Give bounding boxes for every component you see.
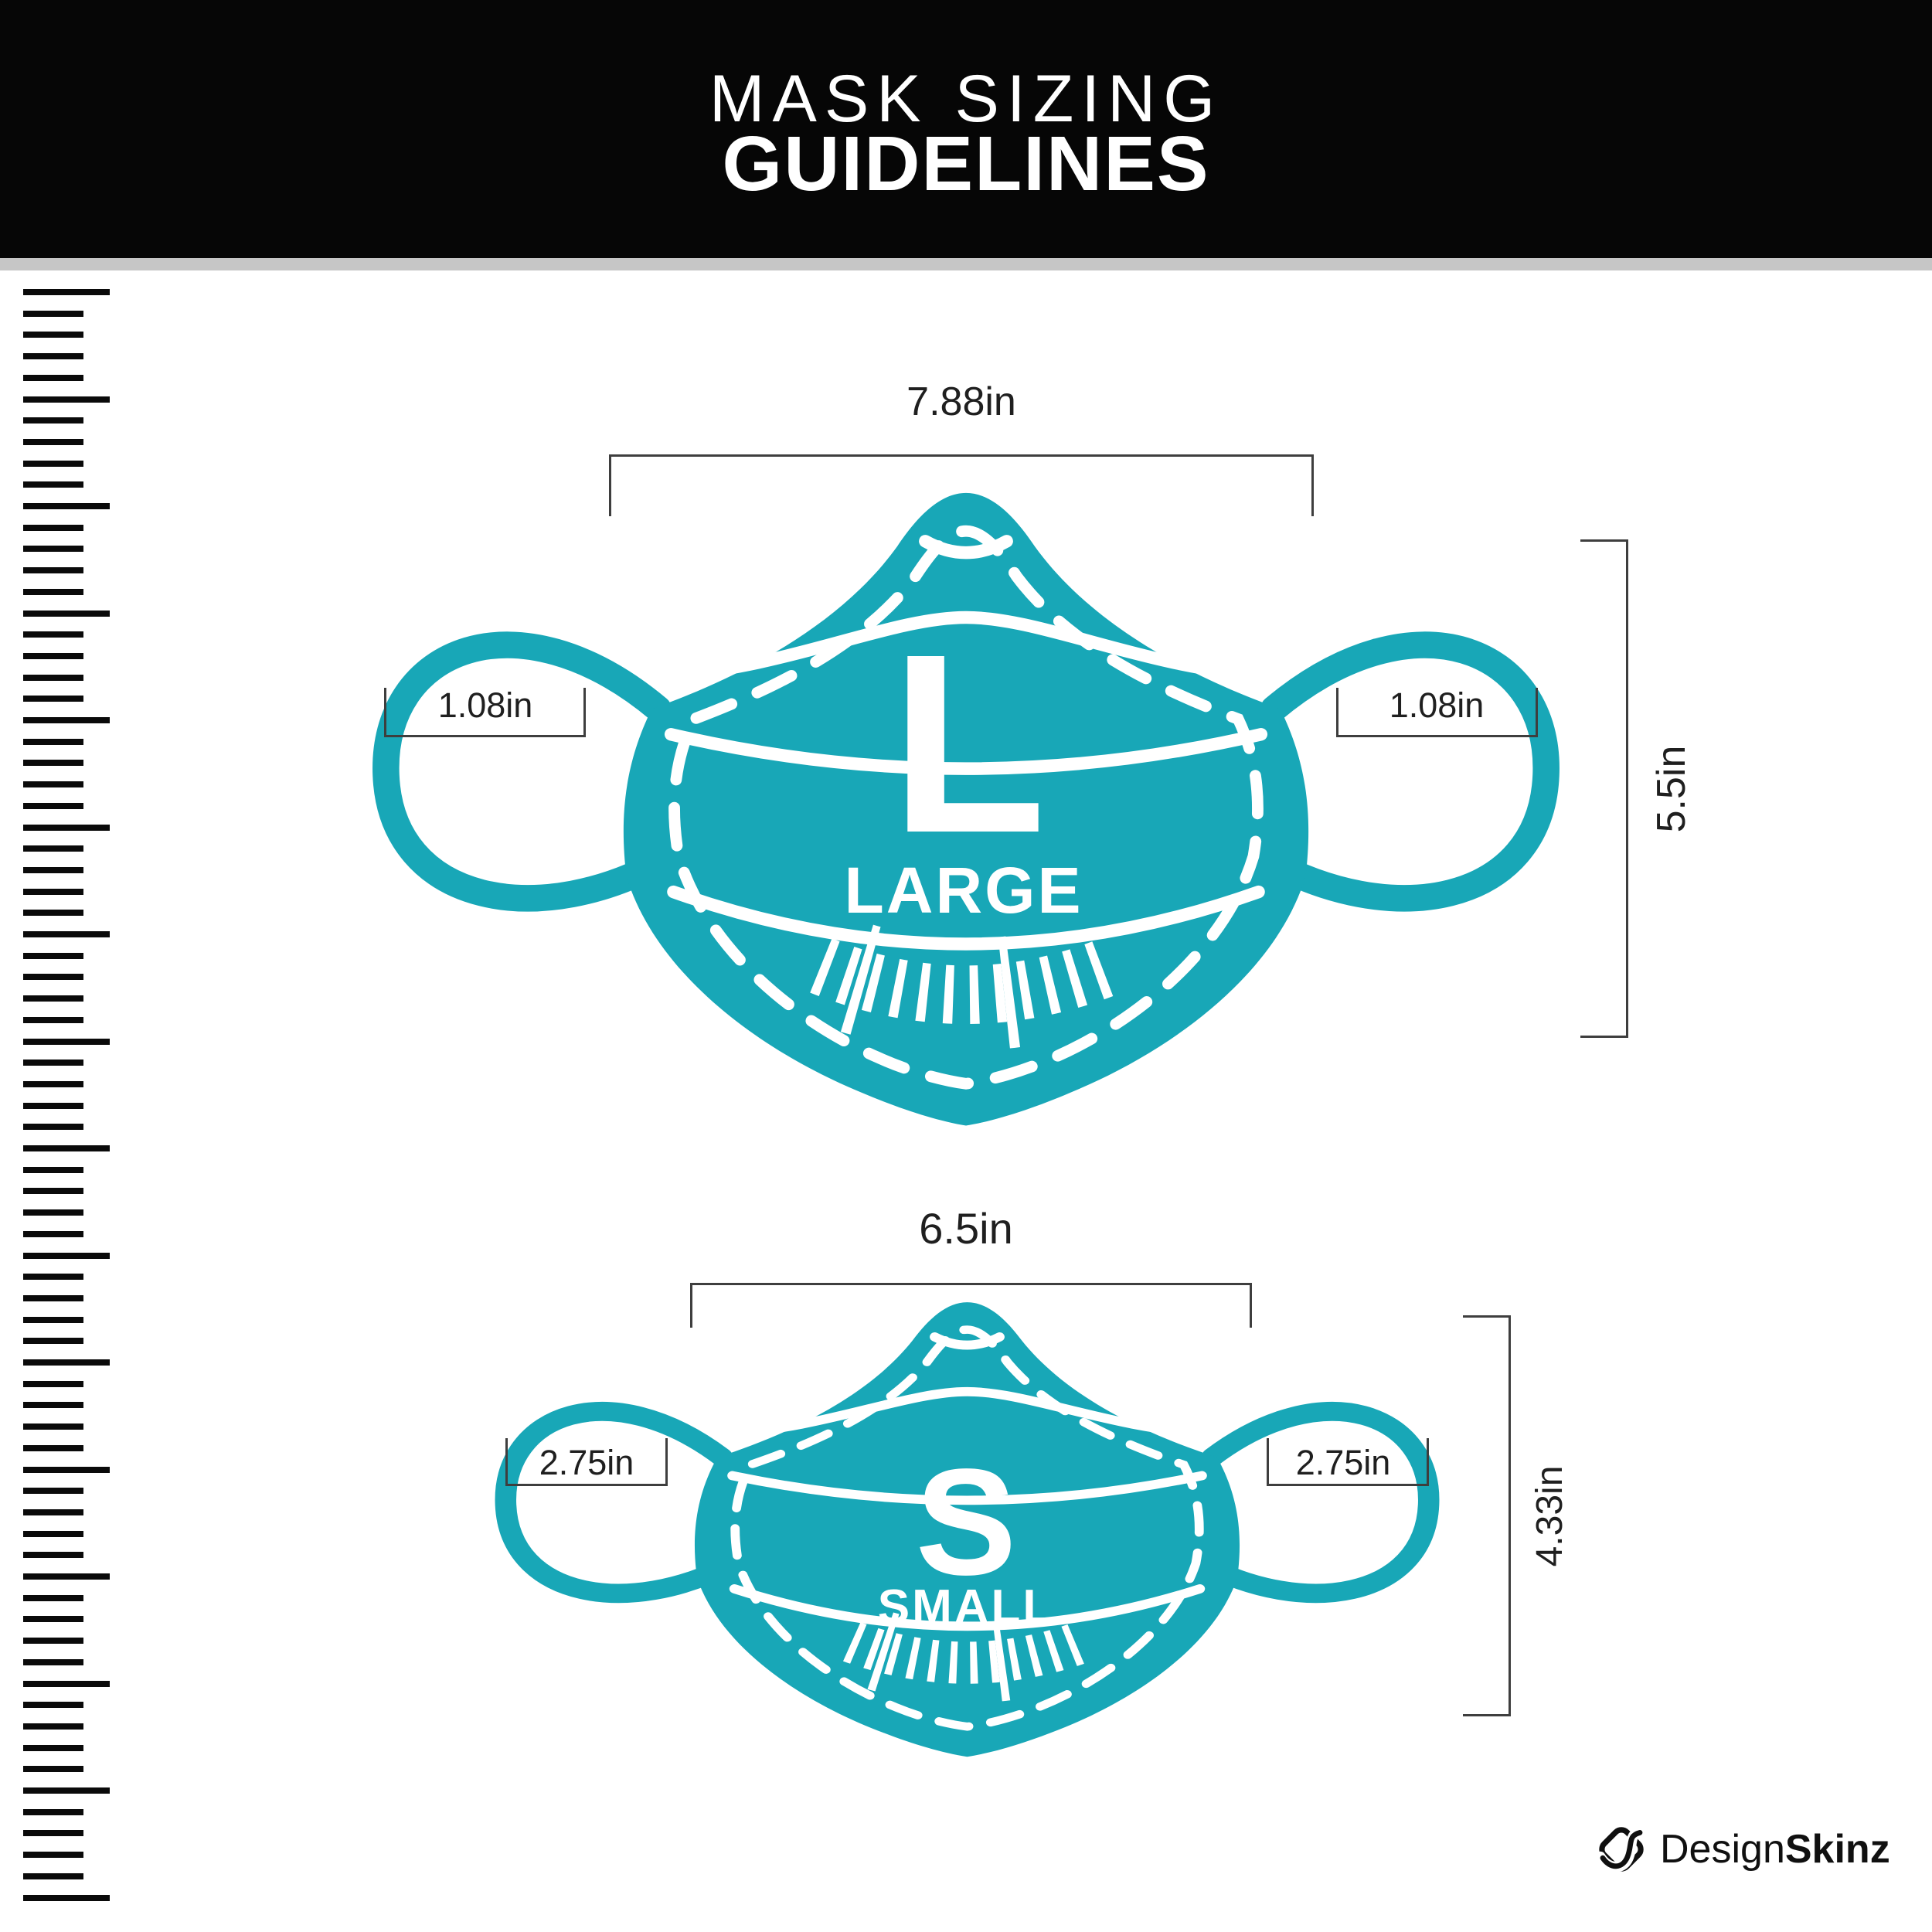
ruler-tick — [23, 1830, 83, 1836]
ruler-tick — [23, 503, 110, 509]
brand-name-bold: Skinz — [1784, 1827, 1890, 1872]
ruler-tick — [23, 1274, 83, 1280]
ruler-tick — [23, 760, 83, 766]
ruler-tick — [23, 461, 83, 467]
ruler-tick — [23, 1552, 83, 1558]
ruler-tick — [23, 1787, 110, 1794]
ruler-tick — [23, 332, 83, 338]
ruler-tick — [23, 631, 83, 638]
ruler-tick — [23, 1702, 83, 1708]
ruler-tick — [23, 1124, 83, 1130]
ruler-tick — [23, 1295, 83, 1301]
ruler-tick — [23, 910, 83, 916]
ruler-tick — [23, 1209, 83, 1216]
large-width-label: 7.88in — [906, 379, 1016, 424]
ruler-tick — [23, 1338, 83, 1344]
ruler-tick — [23, 1017, 83, 1023]
ruler-tick — [23, 1723, 83, 1730]
ruler-tick — [23, 803, 83, 809]
ruler-tick — [23, 1423, 83, 1430]
ruler-tick — [23, 1188, 83, 1194]
large-ear-left-label: 1.08in — [437, 685, 533, 725]
ruler-tick — [23, 1231, 83, 1237]
ruler-tick — [23, 781, 83, 787]
brand-name — [1660, 1826, 1890, 1872]
ruler-tick — [23, 845, 83, 852]
ruler-tick — [23, 825, 110, 831]
large-height-label: 5.5in — [1649, 745, 1694, 833]
ruler-tick — [23, 1253, 110, 1259]
ruler-tick — [23, 931, 110, 937]
designskinz-icon — [1590, 1818, 1652, 1880]
ruler-tick — [23, 289, 110, 295]
small-mask-size-name: SMALL — [877, 1580, 1055, 1634]
large-ear-right-label: 1.08in — [1389, 685, 1485, 725]
ruler-tick — [23, 739, 83, 745]
ruler-tick — [23, 546, 83, 552]
large-mask-letter: L — [890, 600, 1046, 886]
ruler-tick — [23, 1616, 83, 1622]
small-height-bracket — [1463, 1315, 1511, 1716]
ruler-tick — [23, 867, 83, 873]
large-mask-size-name: LARGE — [844, 854, 1083, 927]
ruler-tick — [23, 525, 83, 531]
ruler-tick — [23, 1852, 83, 1858]
brand-name-regular: Design — [1660, 1827, 1785, 1872]
ruler-tick — [23, 1167, 83, 1173]
ruler-tick — [23, 1638, 83, 1644]
ruler-tick — [23, 1402, 83, 1408]
large-height-bracket — [1580, 539, 1628, 1038]
ruler-tick — [23, 675, 83, 681]
ruler-tick — [23, 1509, 83, 1515]
ruler-tick — [23, 974, 83, 980]
ruler-tick — [23, 1467, 110, 1473]
small-ear-left-label: 2.75in — [539, 1443, 634, 1482]
ruler-tick — [23, 439, 83, 445]
small-ear-right-bracket — [1267, 1438, 1429, 1486]
ruler-tick — [23, 417, 83, 423]
ruler-tick — [23, 611, 110, 617]
ruler-tick — [23, 1381, 83, 1387]
ruler-tick — [23, 567, 83, 573]
ruler-tick — [23, 1895, 110, 1901]
ruler-tick — [23, 1145, 110, 1151]
small-width-label: 6.5in — [919, 1204, 1013, 1253]
ruler-tick — [23, 1039, 110, 1045]
small-ear-left-bracket — [505, 1438, 668, 1486]
ruler-tick — [23, 1103, 83, 1109]
ruler-tick — [23, 953, 83, 959]
ruler-tick — [23, 1445, 83, 1451]
ruler-tick — [23, 589, 83, 595]
ruler-tick — [23, 1573, 110, 1580]
ruler-tick — [23, 1873, 83, 1879]
ruler-tick — [23, 1745, 83, 1751]
small-mask-letter: S — [915, 1437, 1017, 1607]
ruler-tick — [23, 995, 83, 1002]
ruler-tick — [23, 1659, 83, 1665]
ruler-tick — [23, 1595, 83, 1601]
ruler-tick — [23, 375, 83, 381]
page-title-line1: MASK SIZING — [709, 62, 1223, 136]
large-ear-left-bracket — [384, 688, 586, 737]
ruler-tick — [23, 481, 83, 488]
ruler-tick — [23, 889, 83, 895]
ruler-tick — [23, 1531, 83, 1537]
brand-logo — [1590, 1816, 1890, 1883]
header-divider — [0, 258, 1932, 270]
ruler-tick — [23, 1681, 110, 1687]
ruler-tick — [23, 696, 83, 702]
ruler-tick — [23, 1766, 83, 1772]
ruler-tick — [23, 1317, 83, 1323]
ruler-tick — [23, 1060, 83, 1066]
ruler-tick — [23, 353, 83, 359]
ruler-tick — [23, 1081, 83, 1087]
page-title-line2: GUIDELINES — [722, 121, 1210, 207]
ruler-tick — [23, 1359, 110, 1366]
large-ear-right-bracket — [1336, 688, 1538, 737]
ruler-tick — [23, 717, 110, 723]
ruler-tick — [23, 1809, 83, 1815]
small-ear-right-label: 2.75in — [1295, 1443, 1391, 1482]
ruler-tick — [23, 396, 110, 403]
ruler-tick — [23, 653, 83, 659]
ruler-tick — [23, 311, 83, 317]
small-height-label: 4.33in — [1529, 1465, 1570, 1567]
ruler-tick — [23, 1488, 83, 1494]
